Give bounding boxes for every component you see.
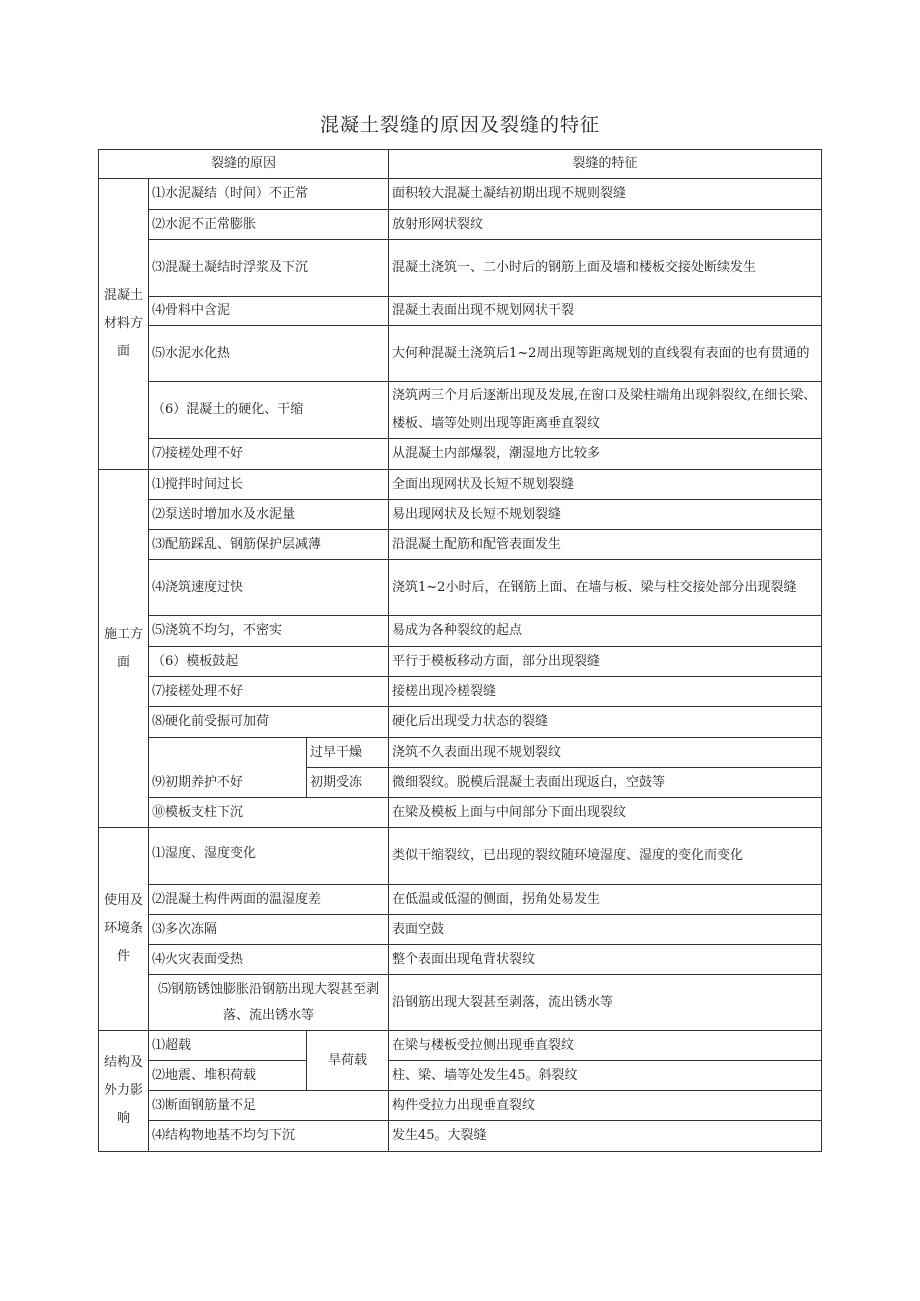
header-feature: 裂缝的特征	[389, 150, 822, 179]
feature-cell: 柱、梁、墙等处发生45。斜裂纹	[389, 1061, 822, 1091]
table-row	[99, 975, 822, 1031]
table-row	[99, 1091, 822, 1121]
feature-cell: 发生45。大裂缝	[389, 1121, 822, 1152]
feature-cell: 整个表面出现龟背状裂纹	[389, 945, 822, 975]
feature-cell: 沿钢筋出现大裂甚至剥落，流出锈水等	[389, 975, 822, 1031]
feature-cell: 沿混凝土配筋和配管表面发生	[389, 530, 822, 560]
feature-cell: 微细裂纹。脱模后混凝土表面出现返白，空鼓等	[389, 768, 822, 798]
sub-cause-cell: 旱荷载	[307, 1031, 389, 1091]
feature-cell: 易出现网状及长短不规划裂缝	[389, 500, 822, 530]
cause-cell: ⑵混凝土构件两面的温湿度差	[149, 885, 389, 915]
sub-cause-cell: 初期受冻	[307, 768, 389, 798]
table-row	[99, 326, 822, 382]
feature-cell: 全面出现网状及长短不规划裂缝	[389, 470, 822, 500]
cause-cell: ⑷骨料中含泥	[149, 297, 389, 326]
cause-cell: ⑵泵送时增加水及水泥量	[149, 500, 389, 530]
cause-cell: ⑴水泥凝结（时间）不正常	[149, 179, 389, 210]
table-row	[99, 885, 822, 915]
table-row	[99, 945, 822, 975]
header-cause: 裂缝的原因	[99, 150, 389, 179]
feature-cell: 混凝土浇筑一、二小时后的钢筋上面及墙和楼板交接处断续发生	[389, 240, 822, 297]
feature-cell: 浇筑不久表面出现不规划裂纹	[389, 738, 822, 768]
cause-cell: ⑶配筋踩乱、钢筋保护层减薄	[149, 530, 389, 560]
feature-cell: 放射形网状裂纹	[389, 210, 822, 240]
cause-cell: ⑷火灾表面受热	[149, 945, 389, 975]
table-row	[99, 915, 822, 945]
table-row	[99, 828, 822, 885]
table-row	[99, 240, 822, 297]
table-row	[99, 738, 822, 768]
table-row	[99, 297, 822, 326]
cause-cell: ⑸浇筑不均匀，不密实	[149, 616, 389, 647]
feature-cell: 易成为各种裂纹的起点	[389, 616, 822, 647]
table-row	[99, 382, 822, 439]
page-title: 混凝土裂缝的原因及裂缝的特征	[319, 114, 600, 136]
feature-cell: 面积较大混凝土凝结初期出现不规则裂缝	[389, 179, 822, 210]
category-construction: 施工方面	[99, 470, 149, 828]
feature-cell: 接槎出现冷槎裂缝	[389, 677, 822, 707]
table-row	[99, 1121, 822, 1152]
table-header-row	[99, 150, 822, 179]
category-material: 混凝土材料方面	[99, 179, 149, 470]
feature-cell: 大何种混凝土浇筑后1~2周出现等距离规划的直线裂有表面的也有贯通的	[389, 326, 822, 382]
cause-cell: ⑵地震、堆积荷载	[149, 1061, 307, 1091]
table-row	[99, 1031, 822, 1061]
feature-cell: 表面空鼓	[389, 915, 822, 945]
cause-cell: ⑸钢筋锈蚀膨胀沿钢筋出现大裂甚至剥落、流出锈水等	[149, 975, 389, 1031]
cause-cell: ⑶多次冻隔	[149, 915, 389, 945]
cause-cell: ⑺接槎处理不好	[149, 439, 389, 470]
cause-cell: ⑺接槎处理不好	[149, 677, 389, 707]
cause-cell: ⑷浇筑速度过快	[149, 560, 389, 616]
table-row	[99, 439, 822, 470]
feature-cell: 硬化后出现受力状态的裂缝	[389, 707, 822, 738]
feature-cell: 构件受拉力出现垂直裂纹	[389, 1091, 822, 1121]
cause-cell: ⑩模板支柱下沉	[149, 798, 389, 828]
table-row	[99, 707, 822, 738]
cause-cell: ⑴超载	[149, 1031, 307, 1061]
feature-cell: 类似干缩裂纹，已出现的裂纹随环境湿度、湿度的变化而变化	[389, 828, 822, 885]
table-row	[99, 798, 822, 828]
cause-cell: （6）混凝土的硬化、干缩	[149, 382, 389, 439]
feature-cell: 在梁及模板上面与中间部分下面出现裂纹	[389, 798, 822, 828]
cause-cell: （6）模板鼓起	[149, 647, 389, 677]
cause-cell: ⑴湿度、湿度变化	[149, 828, 389, 885]
feature-cell: 平行于模板移动方面，部分出现裂缝	[389, 647, 822, 677]
cause-cell: ⑸水泥水化热	[149, 326, 389, 382]
table-row	[99, 1061, 822, 1091]
category-environment: 使用及环境条件	[99, 828, 149, 1031]
feature-cell: 浇筑两三个月后逐渐出现及发展,在窗口及梁柱端角出现斜裂纹,在细长梁、楼板、墙等处则出现等距离垂直裂纹	[389, 382, 822, 439]
crack-table	[98, 149, 822, 1152]
table-row	[99, 500, 822, 530]
cause-cell: ⑴搅拌时间过长	[149, 470, 389, 500]
table-row	[99, 677, 822, 707]
cause-cell: ⑵水泥不正常膨胀	[149, 210, 389, 240]
table-row	[99, 647, 822, 677]
feature-cell: 在梁与楼板受拉侧出现垂直裂纹	[389, 1031, 822, 1061]
feature-cell: 从混凝土内部爆裂，潮湿地方比较多	[389, 439, 822, 470]
feature-cell: 浇筑1~2小时后，在钢筋上面、在墙与板、梁与柱交接处部分出现裂缝	[389, 560, 822, 616]
table-row	[99, 530, 822, 560]
cause-cell: ⑼初期养护不好	[149, 738, 307, 798]
cause-cell: ⑶混凝土凝结时浮浆及下沉	[149, 240, 389, 297]
table-row	[99, 179, 822, 210]
cause-cell: ⑻硬化前受振可加荷	[149, 707, 389, 738]
table-row	[99, 560, 822, 616]
sub-cause-cell: 过早干燥	[307, 738, 389, 768]
table-row	[99, 470, 822, 500]
feature-cell: 在低温或低湿的侧面，拐角处易发生	[389, 885, 822, 915]
cause-cell: ⑷结构物地基不均匀下沉	[149, 1121, 389, 1152]
category-structure: 结构及外力影响	[99, 1031, 149, 1152]
cause-cell: ⑶断面钢筋量不足	[149, 1091, 389, 1121]
table-row	[99, 616, 822, 647]
table-row	[99, 210, 822, 240]
feature-cell: 混凝土表面出现不规划网状干裂	[389, 297, 822, 326]
